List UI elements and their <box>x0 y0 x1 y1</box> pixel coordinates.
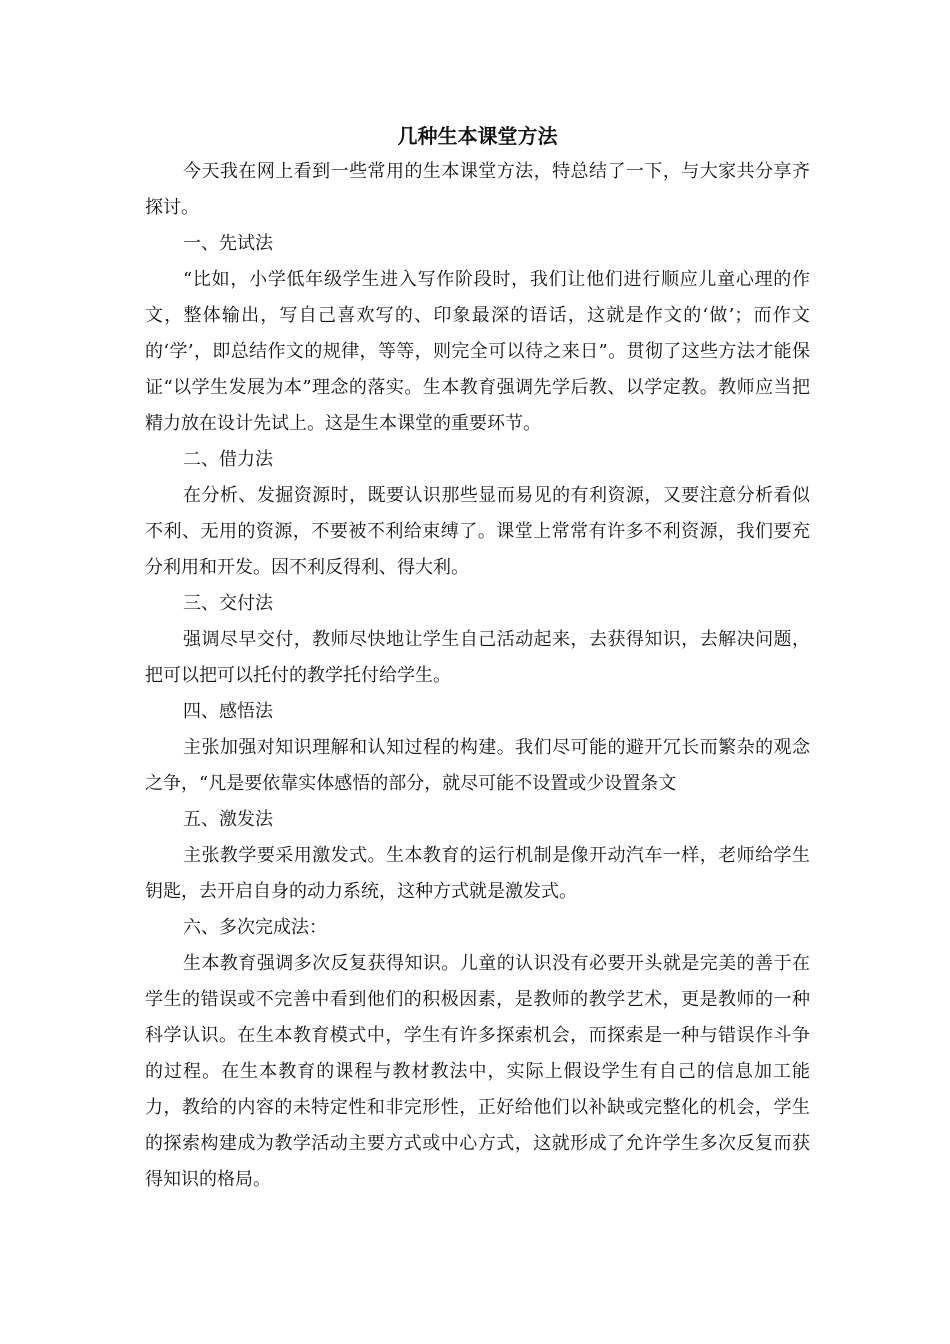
intro-paragraph: 今天我在网上看到一些常用的生本课堂方法，特总结了一下，与大家共分享齐探讨。 <box>145 161 810 218</box>
section-1-body: “比如，小学低年级学生进入写作阶段时，我们让他们进行顺应儿童心理的作文，整体输出，写自己喜欢写的、印象最深的语话，这就是作文的‘做’；而作文的‘学’，即总结作文的规律，等等，则完全可以待之来日”。贯彻了这些方法才能保证“以学生发展为本”理念的落实。生本教育强调先学后教、以学定教。教师应当把精力放在设计先试上。这是生本课堂的重要环节。 <box>145 269 810 434</box>
section-1-heading: 一、先试法 <box>183 233 273 254</box>
section-6-body: 生本教育强调多次反复获得知识。儿童的认识没有必要开头就是完美的善于在学生的错误或不完善中看到他们的积极因素，是教师的教学艺术，更是教师的一种科学认识。在生本教育模式中，学生有许多探索机会，而探索是一种与错误作斗争的过程。在生本教育的课程与教材教法中，实际上假设学生有自己的信息加工能力，教给的内容的未特定性和非完形性，正好给他们以补缺或完整化的机会，学生的探索构建成为教学活动主要方式或中心方式，这就形成了允许学生多次反复而获得知识的格局。 <box>145 953 810 1190</box>
section-4-heading: 四、感悟法 <box>183 701 273 722</box>
document-page <box>145 118 810 1198</box>
section-3-heading: 三、交付法 <box>183 593 273 614</box>
section-2-heading: 二、借力法 <box>183 449 273 470</box>
section-2-body: 在分析、发掘资源时，既要认识那些显而易见的有利资源，又要注意分析看似不利、无用的资源，不要被不利给束缚了。课堂上常常有许多不利资源，我们要充分利用和开发。因不利反得利、得大利。 <box>145 485 810 578</box>
section-5-body: 主张教学要采用激发式。生本教育的运行机制是像开动汽车一样，老师给学生钥匙，去开启自身的动力系统，这种方式就是激发式。 <box>145 845 810 902</box>
document-title: 几种生本课堂方法 <box>397 124 558 148</box>
section-5-heading: 五、激发法 <box>183 809 273 830</box>
section-4-body: 主张加强对知识理解和认知过程的构建。我们尽可能的避开冗长而繁杂的观念之争，“凡是要依靠实体感悟的部分，就尽可能不设置或少设置条文 <box>145 737 810 794</box>
section-3-body: 强调尽早交付，教师尽快地让学生自己活动起来，去获得知识，去解决问题，把可以把可以托付的教学托付给学生。 <box>145 629 810 686</box>
section-6-heading: 六、多次完成法： <box>183 917 327 938</box>
